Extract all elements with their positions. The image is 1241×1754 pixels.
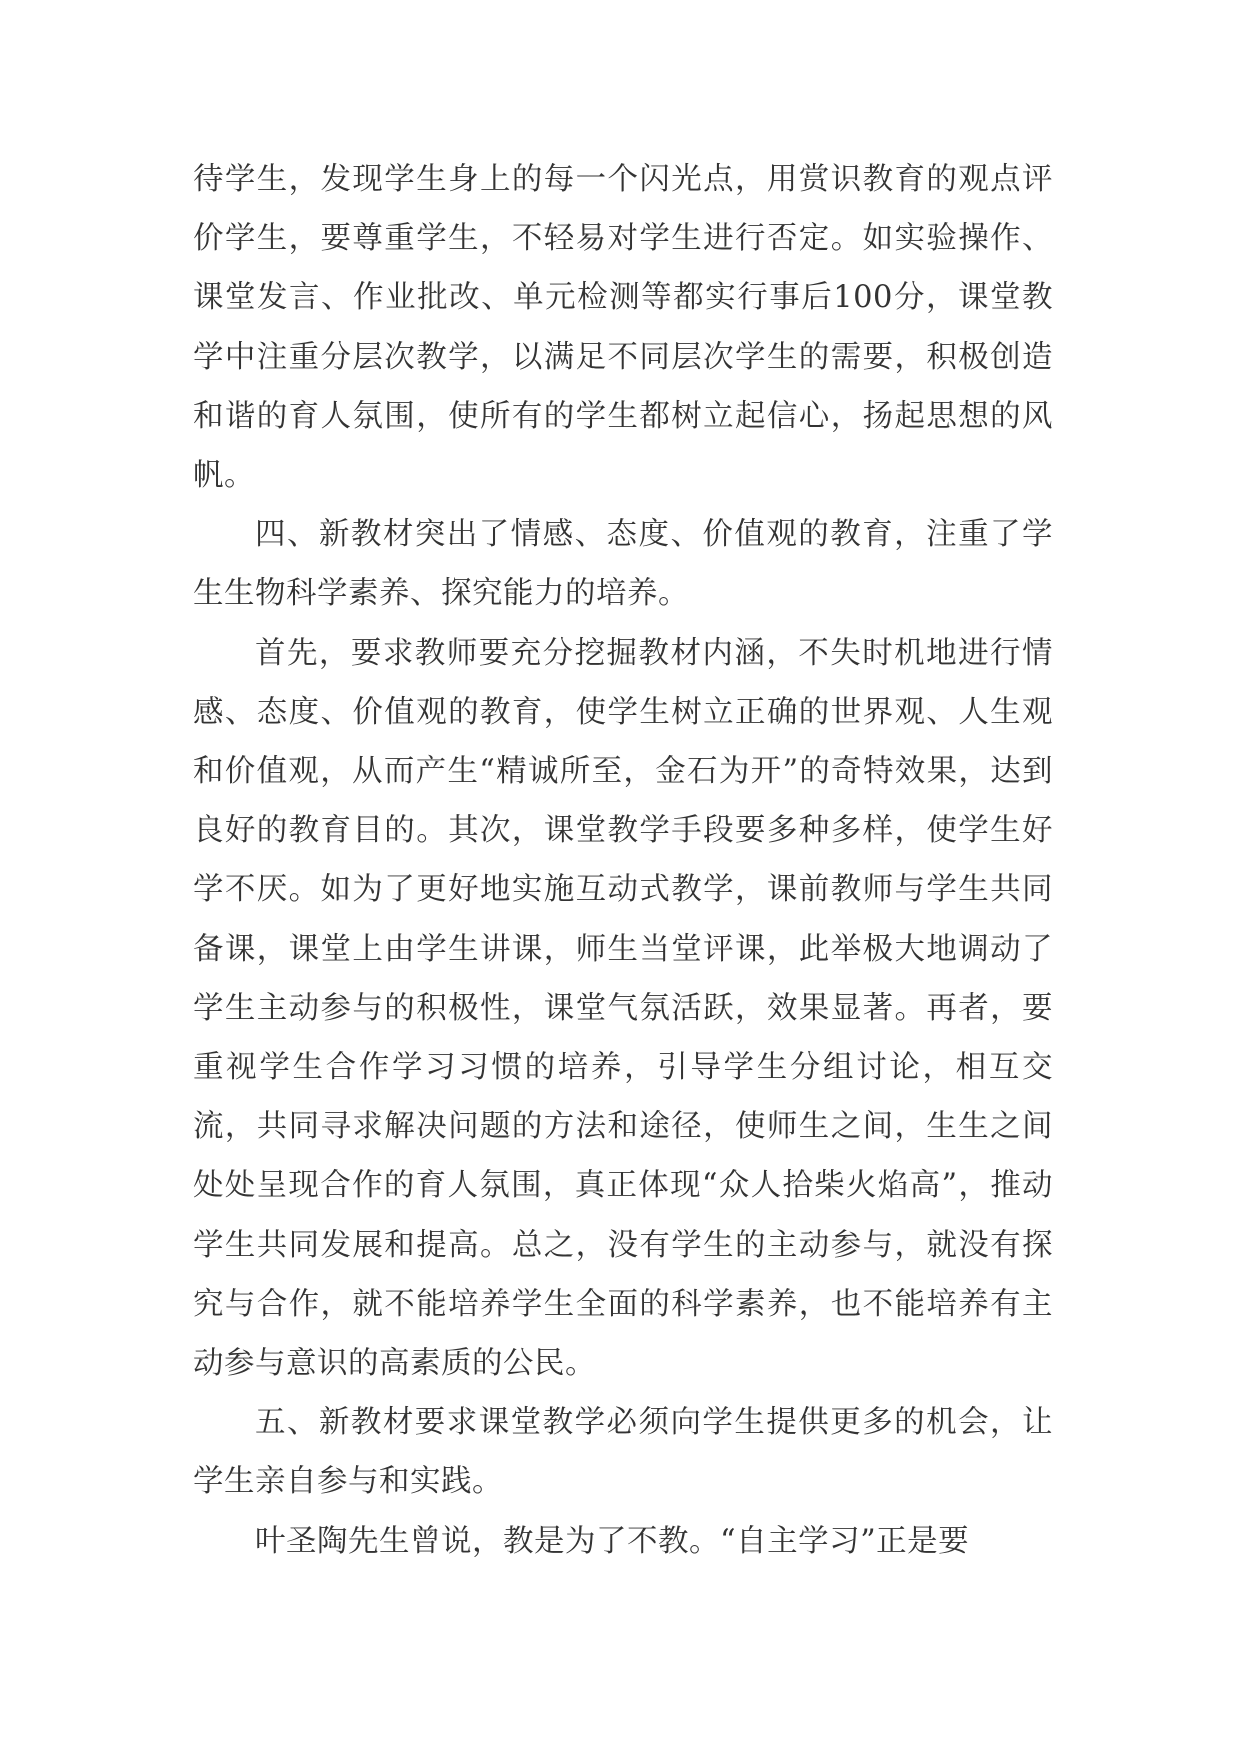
paragraph-first-second-third: 首先，要求教师要充分挖掘教材内涵，不失时机地进行情感、态度、价值观的教育，使学生树立正确的世界观、人生观和价值观，从而产生“精诚所至，金石为开”的奇特效果，达到良好的教育目的。其次，课堂教学手段要多种多样，使学生好学不厌。如为了更好地实施互动式教学，课前教师与学生共同备课，课堂上由学生讲课，师生当堂评课，此举极大地调动了学生主动参与的积极性，课堂气氛活跃，效果显著。再者，要重视学生合作学习习惯的培养，引导学生分组讨论，相互交流，共同寻求解决问题的方法和途径，使师生之间，生生之间处处呈现合作的育人氛围，真正体现“众人拾柴火焰高”，推动学生共同发展和提高。总之，没有学生的主动参与，就没有探究与合作，就不能培养学生全面的科学素养，也不能培养有主动参与意识的高素质的公民。 bbox=[193, 635, 1053, 1382]
paragraph-ye-shengtao: 叶圣陶先生曾说，教是为了不教。“自主学习”正是要 bbox=[255, 1523, 970, 1559]
paragraph-section-five: 五、新教材要求课堂教学必须向学生提供更多的机会，让学生亲自参与和实践。 bbox=[193, 1405, 1053, 1500]
paragraph-section-four: 四、新教材突出了情感、态度、价值观的教育，注重了学生生物科学素养、探究能力的培养。 bbox=[193, 517, 1053, 612]
paragraph-continuation: 待学生，发现学生身上的每一个闪光点，用赏识教育的观点评价学生，要尊重学生，不轻易对学生进行否定。如实验操作、课堂发言、作业批改、单元检测等都实行事后100分，课堂教学中注重分层次教学，以满足不同层次学生的需要，积极创造和谐的育人氛围，使所有的学生都树立起信心，扬起思想的风帆。 bbox=[193, 162, 1053, 494]
document-page bbox=[193, 150, 1053, 1571]
